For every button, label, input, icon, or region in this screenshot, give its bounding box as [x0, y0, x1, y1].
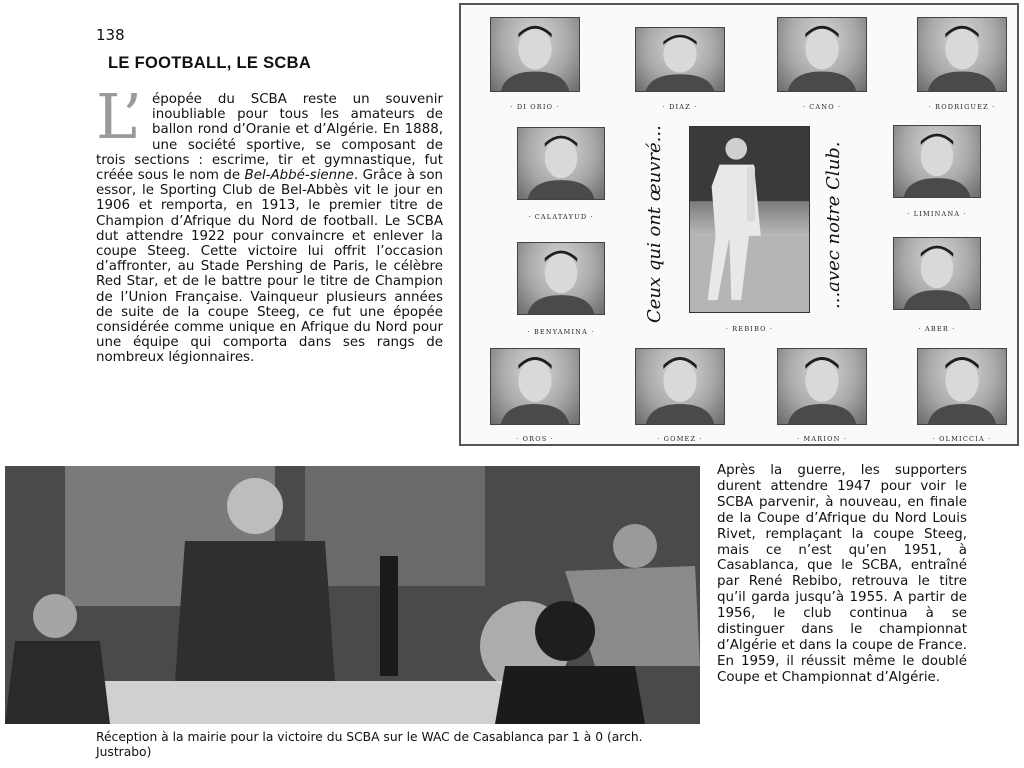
player-name: · ABER ·	[918, 325, 956, 333]
drop-cap: L’	[96, 80, 143, 153]
player-card	[917, 348, 1007, 443]
player-card	[635, 27, 725, 111]
intro-paragraph	[96, 80, 444, 366]
player-name: · MARION ·	[796, 435, 848, 443]
intro-text-rest: . Grâce à son essor, le Sporting Club de Bel-Abbès vit le jour en 1906 et remporta, en 1913, le premier titre de Champion d’Afrique du Nord de football. Le SCBA dut attendre 1922 pour convaincre et enlever la coupe Steeg. Cette victoire lui offrit l’occasion d’affronter, au Stade Pershing de Paris, le célèbre Red Star, et de le battre pour le titre de Champion de l’Union Française. Vainqueur plusieurs années de suite de la coupe Steeg, ce fut une épopée considérée comme unique en Afrique du Nord pour une équipe qui comporta dans ses rangs de nombreux légionnaires.	[96, 168, 444, 366]
slogan-left: Ceux qui ont œuvré...	[644, 125, 665, 323]
player-portrait	[893, 125, 981, 198]
player-name: · DIAZ ·	[662, 103, 698, 111]
intro-italic: Bel-Abbé-sienne	[244, 168, 354, 184]
slogan-right: ...avec notre Club.	[823, 141, 844, 309]
player-card	[517, 127, 605, 221]
player-name: · REBIBO ·	[725, 325, 774, 333]
player-portrait	[517, 242, 605, 315]
player-card	[490, 348, 580, 443]
player-portrait	[777, 17, 867, 92]
section-title: LE FOOTBALL, LE SCBA	[108, 54, 312, 72]
player-portrait	[490, 17, 580, 92]
player-card	[689, 126, 810, 333]
player-name: · CALATAYUD ·	[528, 213, 594, 221]
player-card	[635, 348, 725, 443]
player-card	[777, 348, 867, 443]
player-portrait	[917, 348, 1007, 425]
player-name: · OLMICCIA ·	[932, 435, 992, 443]
reception-photo	[5, 466, 700, 724]
after-war-paragraph: Après la guerre, les supporters durent attendre 1947 pour voir le SCBA parvenir, à nouveau, en finale de la Coupe d’Afrique du Nord Louis Rivet, remplaçant la coupe Steeg, mais ce n’est qu’en 1951, à Casablanca, que le SCBA, entraîné par René Rebibo, retrouva le titre qu’il garda jusqu’à 1955. A partir de 1956, le club continua à se distinguer dans le championnat d’Algérie et dans la coupe de France. En 1959, il réussit même le doublé Coupe et Championnat d’Algérie.	[717, 463, 967, 685]
player-card	[517, 242, 605, 336]
player-portrait	[635, 348, 725, 425]
player-card	[777, 17, 867, 111]
page-number: 138	[96, 26, 125, 44]
player-portrait	[635, 27, 725, 92]
roster-panel	[459, 3, 1019, 446]
player-portrait	[917, 17, 1007, 92]
player-name: · CANO ·	[802, 103, 842, 111]
intro-text: épopée du SCBA reste un souvenir inoubliable pour tous les amateurs de ballon rond d’Oranie et d’Algérie. En 1888, une société sportive, se composant de trois sections : escrime, tir et gymnastique, fut créée sous le nom de	[96, 92, 443, 184]
player-card	[917, 17, 1007, 111]
player-name: · BENYAMINA ·	[527, 328, 595, 336]
player-name: · RODRIGUEZ ·	[928, 103, 996, 111]
photo-caption: Réception à la mairie pour la victoire du SCBA sur le WAC de Casablanca par 1 à 0 (arch. Justrabo)	[96, 730, 643, 759]
player-portrait	[777, 348, 867, 425]
player-name: · GOMEZ ·	[657, 435, 703, 443]
player-portrait	[490, 348, 580, 425]
player-card	[490, 17, 580, 111]
player-portrait	[893, 237, 981, 310]
player-name: · DI ORIO ·	[510, 103, 560, 111]
player-card	[893, 237, 981, 333]
player-name: · LIMINANA ·	[907, 210, 967, 218]
player-portrait	[517, 127, 605, 200]
player-card	[893, 125, 981, 218]
player-name: · OROS ·	[516, 435, 554, 443]
